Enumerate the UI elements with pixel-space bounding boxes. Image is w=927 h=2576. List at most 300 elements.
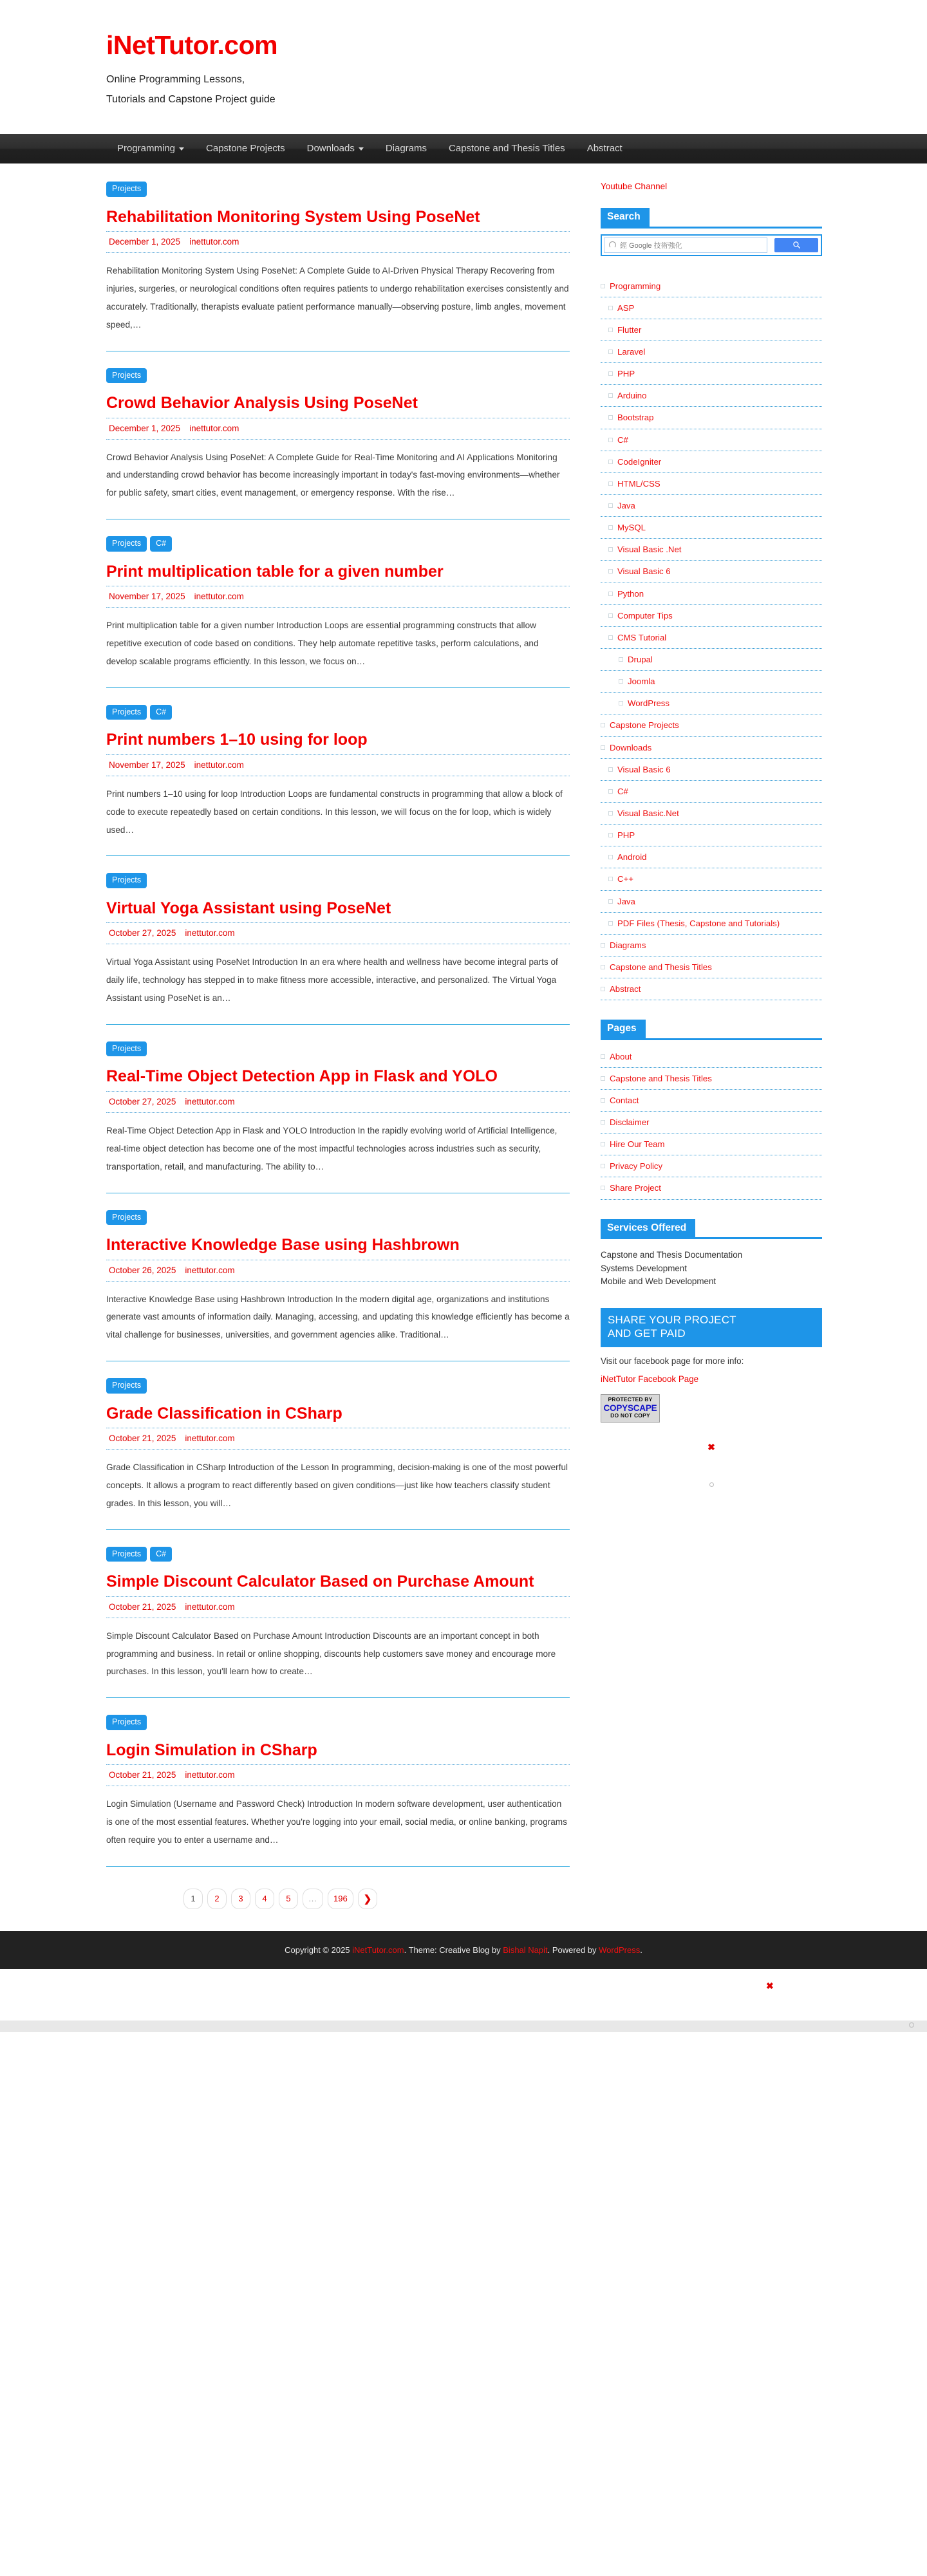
bullet-square-icon [608, 350, 613, 354]
post-title-link[interactable]: Real-Time Object Detection App in Flask and YOLO [106, 1067, 498, 1086]
category-list-item [601, 714, 822, 736]
category-label: ASP [617, 303, 635, 313]
category-list-item [601, 275, 822, 297]
nav-item-label: Programming [117, 143, 176, 154]
category-label: Capstone Projects [610, 720, 679, 731]
service-line: Capstone and Thesis Documentation [601, 1249, 743, 1260]
pages-widget [601, 1020, 822, 1199]
category-list-item [601, 868, 822, 890]
service-line: Mobile and Web Development [601, 1276, 716, 1287]
post-meta [106, 586, 570, 608]
footer-suffix: . [640, 1945, 642, 1955]
facebook-page-link[interactable]: iNetTutor Facebook Page [601, 1374, 699, 1384]
post-excerpt: Grade Classification in CSharp Introduction of the Lesson In programming, decision-making is one of the most powerful concepts. It allows a program to react differently based on given conditions—just like how teachers classify student grades. In this lesson, you will… [106, 1462, 568, 1508]
category-link[interactable] [601, 297, 822, 319]
search-widget [601, 208, 822, 256]
category-badge[interactable]: Projects [106, 536, 147, 552]
copyscape-line-2: COPYSCAPE [603, 1403, 657, 1413]
footer-site-link[interactable]: iNetTutor.com [352, 1945, 404, 1955]
category-badge[interactable]: C# [150, 705, 172, 720]
post-item [106, 1547, 570, 1699]
category-badge[interactable]: Projects [106, 368, 147, 384]
page-list-item [601, 1155, 822, 1177]
category-list-item [601, 978, 822, 1000]
category-badge[interactable]: C# [150, 536, 172, 552]
bottom-dot-icon [909, 2022, 914, 2028]
category-label: Laravel [617, 346, 646, 357]
category-badge[interactable]: Projects [106, 1715, 147, 1730]
youtube-channel-link[interactable]: Youtube Channel [601, 182, 668, 192]
bullet-square-icon [608, 899, 613, 904]
bullet-square-icon [601, 943, 605, 947]
category-link[interactable] [601, 714, 822, 736]
share-banner-line-1: SHARE YOUR PROJECT [608, 1314, 736, 1327]
post-meta [106, 231, 570, 253]
category-list-item [601, 429, 822, 451]
chevron-down-icon [359, 147, 364, 151]
category-link[interactable] [601, 957, 822, 978]
category-link[interactable] [601, 583, 822, 604]
bottom-strip [0, 2021, 927, 2032]
page-link[interactable] [601, 1177, 822, 1199]
copyscape-line-1: PROTECTED BY [608, 1395, 653, 1403]
nav-item-label: Abstract [586, 143, 623, 154]
category-label: Java [617, 896, 635, 906]
ad-close-icon[interactable]: ✖ [707, 1441, 715, 1452]
post-item [106, 368, 570, 520]
post-date[interactable]: December 1, 2025 [109, 237, 181, 247]
bullet-square-icon [601, 745, 605, 750]
page-link[interactable] [601, 1155, 822, 1177]
sidebar [583, 182, 834, 1506]
post-meta [106, 1428, 570, 1450]
page-link[interactable] [601, 1112, 822, 1133]
category-link[interactable] [601, 913, 822, 934]
post-title-link[interactable]: Rehabilitation Monitoring System Using PoseNet [106, 207, 480, 226]
pagination-next-icon[interactable]: ❯ [358, 1889, 378, 1909]
bullet-square-icon [608, 547, 613, 552]
post-date[interactable]: October 21, 2025 [109, 1433, 176, 1444]
category-label: Drupal [628, 654, 653, 664]
nav-item-downloads[interactable] [296, 134, 375, 163]
bullet-square-icon [619, 679, 623, 684]
page-list-item [601, 1068, 822, 1090]
category-link[interactable] [601, 781, 822, 802]
category-list-item [601, 473, 822, 495]
post-title-link[interactable]: Print multiplication table for a given number [106, 562, 444, 581]
category-label: MySQL [617, 523, 646, 533]
search-placeholder: 經 Google 技術強化 [620, 241, 682, 250]
nav-item-capstone-and-thesis-titles[interactable] [438, 134, 576, 163]
site-title[interactable]: iNetTutor.com [106, 30, 278, 60]
category-link[interactable] [601, 473, 822, 494]
category-link[interactable] [601, 605, 822, 626]
copyscape-badge[interactable] [601, 1394, 660, 1423]
copyscape-line-3: DO NOT COPY [610, 1412, 650, 1419]
category-label: Python [617, 588, 644, 599]
category-label: C++ [617, 874, 633, 884]
bullet-square-icon [608, 503, 613, 508]
category-label: CodeIgniter [617, 456, 662, 467]
post-excerpt: Login Simulation (Username and Password Check) Introduction In modern software development, user authentication is one of the most essential features. Whether you're logging into your email, social media, or online banking, programs often require you to enter a username and… [106, 1799, 567, 1845]
category-link[interactable] [601, 846, 822, 868]
category-list-item [601, 583, 822, 605]
post-item [106, 536, 570, 688]
category-link[interactable] [601, 275, 822, 297]
category-list-item [601, 495, 822, 517]
share-banner-line-2: AND GET PAID [608, 1327, 686, 1340]
search-widget-header [601, 208, 822, 228]
post-date[interactable]: October 21, 2025 [109, 1601, 176, 1612]
post-author[interactable]: inettutor.com [185, 1265, 235, 1275]
bullet-square-icon [608, 371, 613, 376]
post-category-list [106, 705, 570, 720]
search-box [601, 234, 822, 256]
category-list-item [601, 737, 822, 759]
category-link[interactable] [601, 341, 822, 362]
share-project-banner[interactable] [601, 1308, 822, 1347]
tagline-line-1: Online Programming Lessons, [106, 74, 245, 85]
post-meta [106, 1596, 570, 1618]
post-meta [106, 754, 570, 776]
categories-widget [601, 275, 822, 1001]
category-label: WordPress [628, 698, 670, 709]
site-header [0, 0, 927, 134]
post-title-link[interactable]: Interactive Knowledge Base using Hashbrown [106, 1236, 460, 1255]
category-list-item [601, 846, 822, 868]
site-footer [0, 1931, 927, 1969]
service-line: Systems Development [601, 1263, 687, 1273]
category-list-item [601, 671, 822, 693]
bullet-square-icon [601, 1098, 605, 1103]
category-label: Programming [610, 281, 661, 291]
category-link[interactable] [601, 495, 822, 516]
bullet-square-icon [608, 569, 613, 574]
bullet-square-icon [608, 460, 613, 464]
nav-item-capstone-projects[interactable] [195, 134, 296, 163]
category-label: Downloads [610, 742, 652, 752]
bullet-square-icon [601, 723, 605, 727]
pagination-page-4[interactable]: 4 [255, 1889, 274, 1909]
post-meta [106, 1260, 570, 1282]
page-label: Contact [610, 1095, 639, 1105]
page-label: Privacy Policy [610, 1161, 663, 1171]
category-link[interactable] [601, 759, 822, 780]
services-widget-title: Services Offered [601, 1219, 695, 1237]
category-label: Visual Basic 6 [617, 764, 671, 774]
page-label: Disclaimer [610, 1117, 650, 1127]
post-item [106, 705, 570, 857]
nav-item-programming[interactable] [106, 134, 195, 163]
category-link[interactable] [601, 803, 822, 824]
category-link[interactable] [601, 319, 822, 341]
footer-author-link[interactable]: Bishal Napit [503, 1945, 548, 1955]
category-list-item [601, 935, 822, 957]
page-label: Hire Our Team [610, 1139, 665, 1150]
post-item [106, 1041, 570, 1193]
search-input[interactable] [604, 238, 767, 253]
post-date[interactable]: October 27, 2025 [109, 928, 176, 938]
bullet-square-icon [608, 767, 613, 772]
pagination-page-3[interactable]: 3 [231, 1889, 250, 1909]
category-badge[interactable]: Projects [106, 873, 147, 888]
nav-item-diagrams[interactable] [375, 134, 438, 163]
search-widget-title: Search [601, 208, 650, 226]
category-link[interactable] [601, 978, 822, 1000]
category-link[interactable] [601, 385, 822, 406]
post-title-link[interactable]: Login Simulation in CSharp [106, 1741, 317, 1759]
bullet-square-icon [601, 284, 605, 288]
category-list-item [601, 891, 822, 913]
category-label: HTML/CSS [617, 478, 660, 489]
post-date[interactable]: October 26, 2025 [109, 1265, 176, 1275]
category-link[interactable] [601, 429, 822, 451]
bullet-square-icon [601, 1120, 605, 1125]
bullet-square-icon [601, 987, 605, 991]
nav-item-label: Diagrams [385, 143, 427, 154]
page-list-item [601, 1134, 822, 1155]
category-label: Java [617, 500, 635, 510]
post-author[interactable]: inettutor.com [189, 237, 239, 247]
category-list-item [601, 297, 822, 319]
footer-platform-link[interactable]: WordPress [599, 1945, 641, 1955]
post-meta [106, 922, 570, 944]
google-glyph-icon [609, 241, 616, 248]
pages-widget-title: Pages [601, 1020, 646, 1038]
category-label: Visual Basic .Net [617, 545, 682, 555]
bullet-square-icon [601, 1054, 605, 1059]
post-category-list [106, 182, 570, 197]
category-list-item [601, 803, 822, 825]
category-link[interactable] [601, 891, 822, 912]
category-label: Android [617, 852, 647, 863]
post-list [93, 182, 583, 1931]
bullet-square-icon [601, 965, 605, 969]
category-list-item [601, 561, 822, 583]
bullet-square-icon [619, 701, 623, 705]
category-link[interactable] [601, 363, 822, 384]
post-date[interactable]: October 27, 2025 [109, 1096, 176, 1106]
category-link[interactable] [601, 649, 822, 670]
post-excerpt: Real-Time Object Detection App in Flask and YOLO Introduction In the rapidly evolving world of Artificial Intelligence, real-time object detection has become one of the most impactful technologies across industries such as security, transportation, retail, and manufacturing. The ability to… [106, 1125, 557, 1171]
category-label: Abstract [610, 984, 641, 994]
post-author[interactable]: inettutor.com [194, 592, 244, 602]
category-link[interactable] [601, 693, 822, 714]
post-item [106, 873, 570, 1025]
post-title-link[interactable]: Virtual Yoga Assistant using PoseNet [106, 899, 391, 917]
category-link[interactable] [601, 671, 822, 692]
post-category-list [106, 1041, 570, 1057]
bullet-square-icon [601, 1186, 605, 1190]
post-excerpt: Virtual Yoga Assistant using PoseNet Introduction In an era where health and wellness have become integral parts of daily life, technology has stepped in to make fitness more accessible, interactive, and personalized. The Virtual Yoga Assistant using PoseNet is an… [106, 957, 558, 1003]
post-title-link[interactable]: Crowd Behavior Analysis Using PoseNet [106, 394, 418, 413]
category-badge[interactable]: Projects [106, 182, 147, 197]
post-excerpt: Rehabilitation Monitoring System Using PoseNet: A Complete Guide to AI-Driven Physical Therapy Recovering from injuries, surgeries, or neurological conditions often requires patients to undergo rehabilitation exercises consistently and accurately. Traditionally, therapists evaluate patient performance manually—observing posture, limb angles, movement speed,… [106, 266, 569, 330]
bullet-square-icon [608, 415, 613, 420]
bullet-square-icon [601, 1076, 605, 1081]
bullet-square-icon [608, 811, 613, 816]
post-author[interactable]: inettutor.com [194, 760, 244, 770]
bullet-square-icon [608, 306, 613, 310]
bullet-square-icon [608, 481, 613, 486]
bullet-square-icon [608, 635, 613, 640]
bullet-square-icon [608, 592, 613, 596]
bullet-square-icon [608, 921, 613, 926]
search-submit-button[interactable] [774, 238, 818, 252]
post-date[interactable]: November 17, 2025 [109, 592, 185, 602]
bullet-square-icon [608, 855, 613, 859]
post-title-link[interactable]: Print numbers 1–10 using for loop [106, 731, 368, 749]
footer-theme-text: . Theme: Creative Blog by [404, 1945, 503, 1955]
post-category-list [106, 536, 570, 552]
post-date[interactable]: October 21, 2025 [109, 1770, 176, 1780]
category-list-item [601, 957, 822, 978]
category-label: Flutter [617, 324, 642, 335]
pagination-page-2[interactable]: 2 [207, 1889, 227, 1909]
pagination-page-5[interactable]: 5 [279, 1889, 298, 1909]
post-meta [106, 418, 570, 440]
nav-item-label: Capstone Projects [206, 143, 285, 154]
nav-item-label: Capstone and Thesis Titles [449, 143, 565, 154]
page-list-item [601, 1177, 822, 1199]
post-excerpt: Interactive Knowledge Base using Hashbrown Introduction In the modern digital age, organizations and institutions generate vast amounts of information daily. Managing, accessing, and updating this knowledge efficiently has become a vital challenge for businesses, universities, and government agencies alike. Traditional… [106, 1294, 570, 1340]
share-note: Visit our facebook page for more info: [601, 1356, 744, 1366]
post-category-list [106, 873, 570, 888]
post-date[interactable]: December 1, 2025 [109, 423, 181, 433]
post-category-list [106, 1210, 570, 1226]
post-excerpt: Simple Discount Calculator Based on Purchase Amount Introduction Discounts are an important concept in both programming and business. In retail or online shopping, discounts help customers save money and encourage more purchases. In this lesson, you'll learn how to create… [106, 1630, 556, 1677]
category-link[interactable] [601, 825, 822, 846]
post-item [106, 182, 570, 351]
category-label: Joomla [628, 677, 655, 687]
category-list-item [601, 759, 822, 781]
decorative-dot-icon [709, 1482, 714, 1487]
page-label: About [610, 1051, 632, 1061]
post-category-list [106, 1715, 570, 1730]
category-list-item [601, 825, 822, 846]
bullet-square-icon [608, 789, 613, 794]
pagination-page-196[interactable]: 196 [328, 1889, 353, 1909]
category-badge[interactable]: C# [150, 1547, 172, 1562]
page-label: Share Project [610, 1183, 661, 1193]
page-list-item [601, 1112, 822, 1134]
category-label: C# [617, 786, 628, 796]
category-label: Diagrams [610, 940, 646, 950]
category-list-item [601, 913, 822, 935]
pagination [106, 1883, 570, 1931]
page-link[interactable] [601, 1046, 822, 1067]
category-list-item [601, 319, 822, 341]
post-author[interactable]: inettutor.com [185, 1770, 235, 1780]
chevron-down-icon [179, 147, 184, 151]
page-link[interactable] [601, 1134, 822, 1155]
post-author[interactable]: inettutor.com [185, 1601, 235, 1612]
post-category-list [106, 1547, 570, 1562]
category-badge[interactable]: Projects [106, 1041, 147, 1057]
category-badge[interactable]: Projects [106, 1547, 147, 1562]
footer-powered-text: . Powered by [547, 1945, 599, 1955]
page-label: Capstone and Thesis Titles [610, 1073, 712, 1083]
category-link[interactable] [601, 561, 822, 582]
post-category-list [106, 368, 570, 384]
category-list-item [601, 363, 822, 385]
services-widget [601, 1219, 822, 1289]
post-item [106, 1715, 570, 1867]
below-footer-area [0, 1969, 927, 2021]
bullet-square-icon [601, 1142, 605, 1146]
post-category-list [106, 1378, 570, 1394]
category-label: Computer Tips [617, 610, 673, 621]
post-excerpt: Crowd Behavior Analysis Using PoseNet: A Complete Guide for Real-Time Monitoring and AI Applications Monitoring and understanding crowd behavior has become increasingly important in today's fast-moving environments—whether for public safety, smart cities, event management, or emergency response. With the rise… [106, 452, 560, 498]
post-date[interactable]: November 17, 2025 [109, 760, 185, 770]
post-author[interactable]: inettutor.com [189, 423, 239, 433]
post-item [106, 1378, 570, 1530]
post-title-link[interactable]: Grade Classification in CSharp [106, 1404, 342, 1423]
category-link[interactable] [601, 737, 822, 758]
category-label: Capstone and Thesis Titles [610, 962, 712, 972]
post-author[interactable]: inettutor.com [185, 1096, 235, 1106]
post-meta [106, 1091, 570, 1113]
pagination-ellipsis: … [303, 1889, 323, 1909]
category-list-item [601, 407, 822, 429]
pagination-page-1[interactable]: 1 [183, 1889, 203, 1909]
bullet-square-icon [619, 657, 623, 662]
page-link[interactable] [601, 1090, 822, 1111]
services-widget-header [601, 1219, 822, 1239]
page-list-item [601, 1046, 822, 1068]
category-link[interactable] [601, 451, 822, 472]
bullet-square-icon [601, 1164, 605, 1168]
category-link[interactable] [601, 935, 822, 956]
category-list-item [601, 539, 822, 561]
category-link[interactable] [601, 627, 822, 648]
category-label: PHP [617, 369, 635, 379]
post-meta [106, 1764, 570, 1786]
post-author[interactable]: inettutor.com [185, 928, 235, 938]
post-excerpt: Print multiplication table for a given number Introduction Loops are essential programming constructs that allow repetitive execution of code based on conditions. They help automate repetitive tasks, perform calculations, and develop scalable programs efficiently. In this lesson, we focus on… [106, 621, 539, 666]
bullet-square-icon [608, 877, 613, 881]
page-link[interactable] [601, 1068, 822, 1089]
bullet-square-icon [608, 438, 613, 442]
category-list-item [601, 517, 822, 539]
category-badge[interactable]: Projects [106, 705, 147, 720]
share-project-widget [601, 1308, 822, 1487]
category-badge[interactable]: Projects [106, 1210, 147, 1226]
category-badge[interactable]: Projects [106, 1378, 147, 1394]
category-link[interactable] [601, 868, 822, 890]
bullet-square-icon [608, 525, 613, 530]
footer-copyright-prefix: Copyright © 2025 [285, 1945, 353, 1955]
category-label: PDF Files (Thesis, Capstone and Tutorials) [617, 918, 780, 928]
category-link[interactable] [601, 517, 822, 538]
nav-item-abstract[interactable] [576, 134, 633, 163]
category-link[interactable] [601, 539, 822, 560]
bullet-square-icon [608, 393, 613, 398]
bottom-close-icon[interactable]: ✖ [766, 1980, 774, 1991]
category-link[interactable] [601, 407, 822, 428]
post-item [106, 1210, 570, 1362]
category-label: PHP [617, 830, 635, 841]
post-author[interactable]: inettutor.com [185, 1433, 235, 1444]
category-label: Bootstrap [617, 413, 654, 423]
category-list-item [601, 781, 822, 803]
category-list-item [601, 605, 822, 627]
category-list-item [601, 627, 822, 649]
main-navigation [0, 134, 927, 163]
search-icon [792, 241, 801, 249]
category-label: C# [617, 434, 628, 445]
post-title-link[interactable]: Simple Discount Calculator Based on Purchase Amount [106, 1573, 534, 1591]
